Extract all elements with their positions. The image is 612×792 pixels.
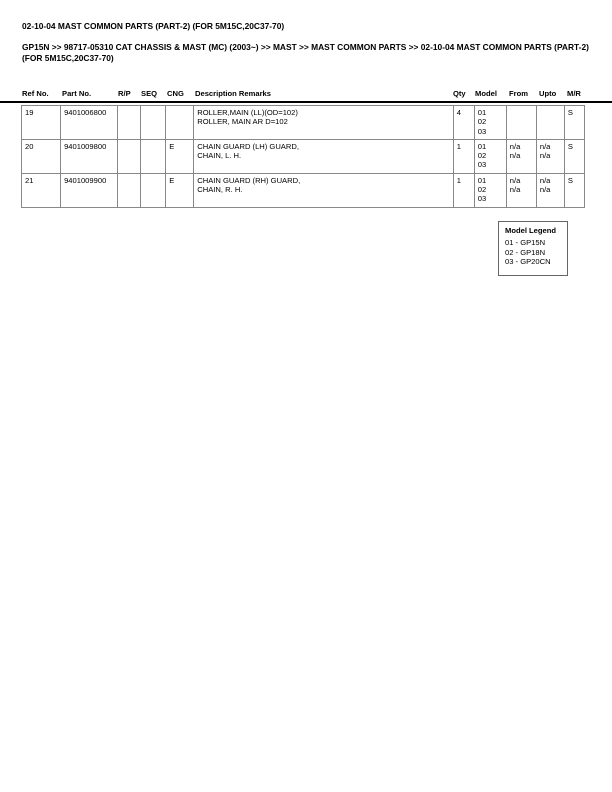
parts-table [21, 105, 585, 208]
seq-cell [141, 106, 166, 140]
mr-cell: S [564, 106, 584, 140]
upto-line: n/a [539, 141, 551, 151]
model-line: 01 [477, 141, 487, 151]
table-row [22, 173, 585, 207]
description-cell [194, 139, 453, 173]
from-line: n/a [509, 175, 521, 185]
ref-no-cell: 21 [22, 173, 61, 207]
from-line: n/a [509, 141, 521, 151]
seq-cell [141, 173, 166, 207]
mr-cell: S [564, 139, 584, 173]
header-upto: Upto [539, 89, 557, 98]
model-line: 02 [477, 117, 487, 127]
upto-cell [536, 106, 564, 140]
legend-item: 03 - GP20CN [505, 256, 551, 266]
page-title: 02-10-04 MAST COMMON PARTS (PART-2) (FOR 5M15C,20C37-70) [22, 21, 285, 31]
header-rp: R/P [118, 89, 131, 98]
breadcrumb: GP15N >> 98717-05310 CAT CHASSIS & MAST (MC) (2003~) >> MAST >> MAST COMMON PARTS >> 02-10-04 MAST COMMON PARTS (PART-2) (FOR 5M15C,20C37-70) [22, 42, 589, 63]
description-line: CHAIN, L. H. [197, 151, 242, 161]
legend-item: 01 - GP15N [505, 238, 546, 248]
ref-no-cell: 20 [22, 139, 61, 173]
header-cng: CNG [167, 89, 184, 98]
model-line: 02 [477, 151, 487, 161]
header-seq: SEQ [141, 89, 158, 98]
part-no-cell: 9401009800 [61, 139, 118, 173]
cng-cell: E [166, 139, 194, 173]
header-part-no: Part No. [62, 89, 92, 98]
legend-item: 02 - GP18N [505, 247, 546, 257]
model-line: 01 [477, 175, 487, 185]
upto-line: n/a [539, 175, 551, 185]
from-cell [506, 106, 536, 140]
upto-cell [536, 139, 564, 173]
rp-cell [118, 106, 141, 140]
header-mr: M/R [567, 89, 581, 98]
description-line: CHAIN GUARD (LH) GUARD, [197, 141, 299, 151]
model-legend-title: Model Legend [505, 226, 557, 235]
upto-cell [536, 173, 564, 207]
description-cell [194, 106, 453, 140]
cng-cell: E [166, 173, 194, 207]
rp-cell [118, 139, 141, 173]
rp-cell [118, 173, 141, 207]
header-from: From [509, 89, 528, 98]
ref-no-cell: 19 [22, 106, 61, 140]
table-row [22, 139, 585, 173]
description-line: CHAIN, R. H. [197, 185, 243, 195]
upto-line: n/a [539, 151, 551, 161]
model-cell [474, 173, 506, 207]
qty-cell: 4 [453, 106, 474, 140]
qty-cell: 1 [453, 173, 474, 207]
header-divider [0, 101, 612, 103]
from-line: n/a [509, 185, 521, 195]
description-cell [194, 173, 453, 207]
model-cell [474, 139, 506, 173]
model-line: 03 [477, 160, 487, 170]
part-no-cell: 9401006800 [61, 106, 118, 140]
description-line: ROLLER, MAIN AR D=102 [197, 117, 288, 127]
table-row [22, 106, 585, 140]
model-legend [498, 221, 568, 276]
model-line: 02 [477, 185, 487, 195]
seq-cell [141, 139, 166, 173]
model-line: 03 [477, 126, 487, 136]
cng-cell [166, 106, 194, 140]
from-cell [506, 173, 536, 207]
header-model: Model [475, 89, 497, 98]
qty-cell: 1 [453, 139, 474, 173]
upto-line: n/a [539, 185, 551, 195]
model-cell [474, 106, 506, 140]
model-line: 01 [477, 108, 487, 117]
header-description: Description Remarks [195, 89, 271, 98]
from-line: n/a [509, 151, 521, 161]
description-line: CHAIN GUARD (RH) GUARD, [197, 175, 301, 185]
part-no-cell: 9401009900 [61, 173, 118, 207]
description-line: ROLLER,MAIN (LL)(OD=102) [197, 108, 298, 117]
mr-cell: S [564, 173, 584, 207]
header-ref-no: Ref No. [22, 89, 49, 98]
parts-table-body [22, 106, 585, 208]
header-qty: Qty [453, 89, 466, 98]
from-cell [506, 139, 536, 173]
model-line: 03 [477, 194, 487, 204]
